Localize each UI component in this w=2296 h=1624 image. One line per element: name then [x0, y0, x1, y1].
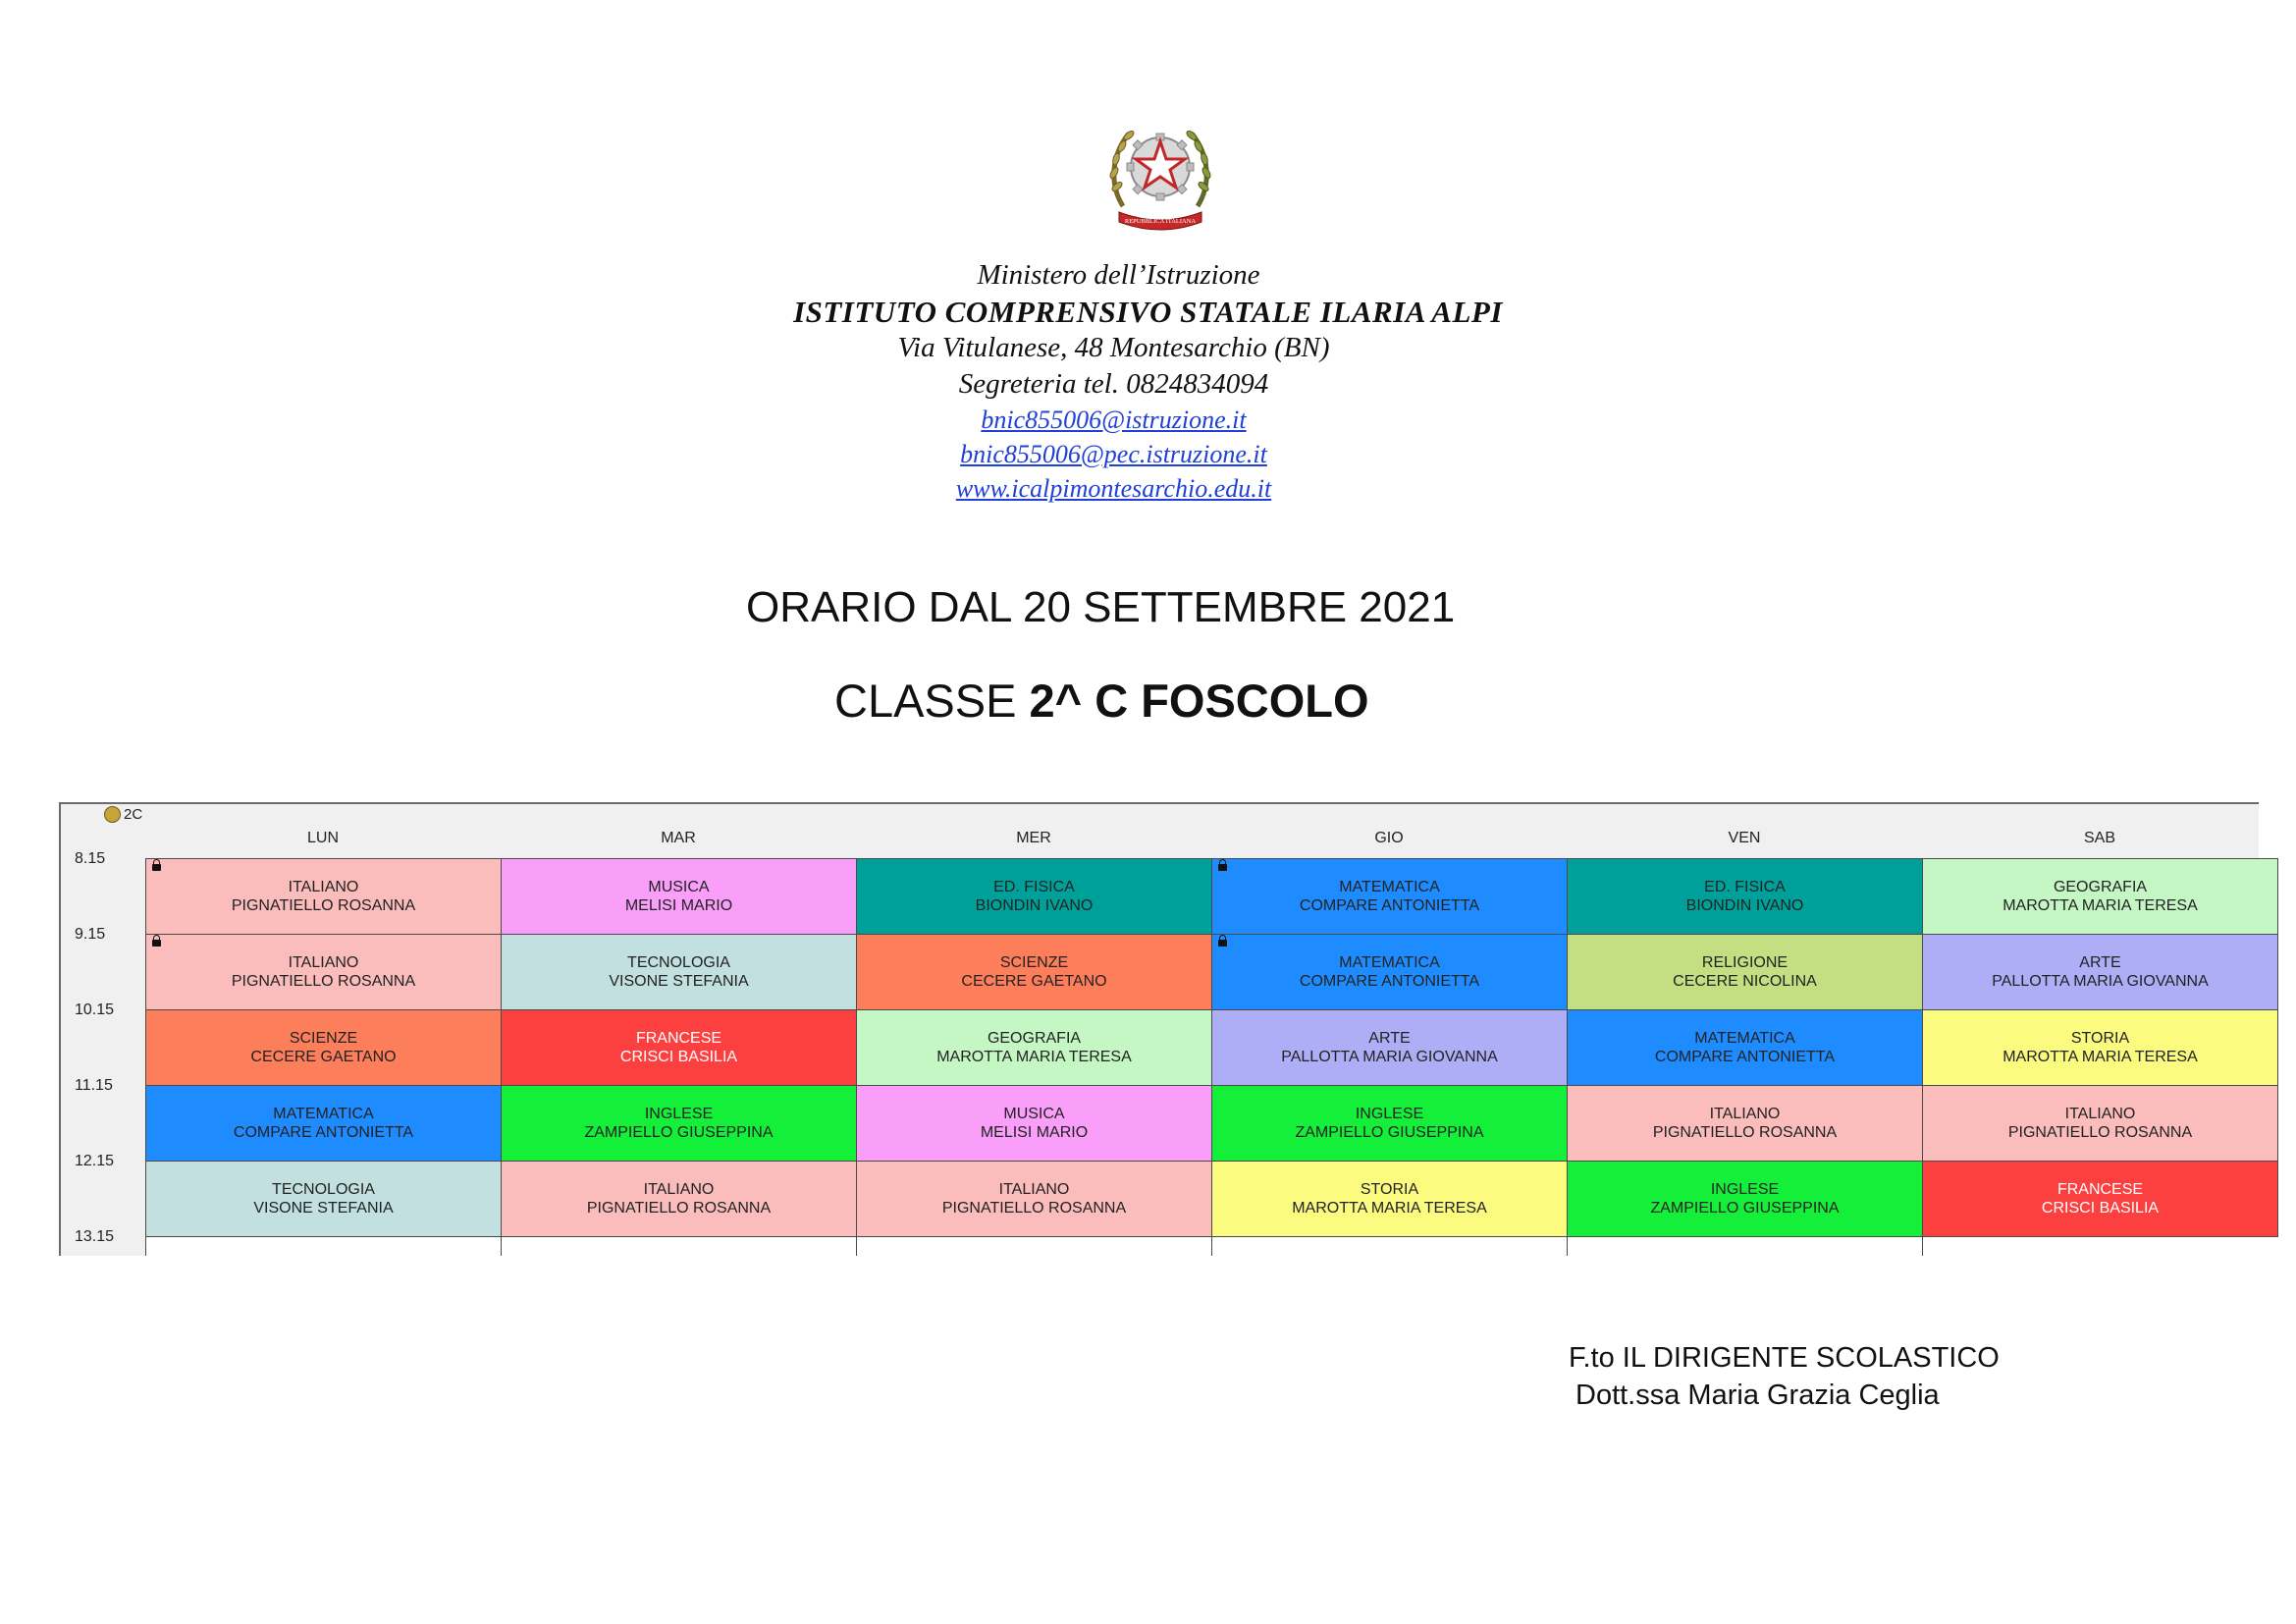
lesson-subject: ITALIANO	[1709, 1106, 1781, 1122]
lock-icon	[152, 864, 161, 871]
lesson-teacher: PIGNATIELLO ROSANNA	[2007, 1124, 2193, 1141]
pec-link[interactable]: bnic855006@pec.istruzione.it	[960, 440, 1267, 468]
lesson-subject: MATEMATICA	[273, 1106, 374, 1122]
lesson-subject: MATEMATICA	[1339, 954, 1440, 971]
schedule-title: ORARIO DAL 20 SETTEMBRE 2021	[746, 583, 1456, 631]
lock-icon	[1218, 940, 1227, 947]
lesson-teacher: PIGNATIELLO ROSANNA	[231, 973, 416, 990]
time-label: 8.15	[75, 850, 106, 867]
lesson-teacher: COMPARE ANTONIETTA	[1299, 897, 1480, 914]
institute-address: Via Vitulanese, 48 Montesarchio (BN)	[897, 332, 1330, 363]
lesson-teacher: CRISCI BASILIA	[2041, 1200, 2160, 1217]
lesson-teacher: VISONE STEFANIA	[253, 1200, 394, 1217]
lesson-cell[interactable]	[856, 1085, 1212, 1162]
lesson-cell[interactable]	[1922, 1161, 2278, 1237]
empty-slot[interactable]	[1211, 1236, 1568, 1256]
lesson-teacher: PIGNATIELLO ROSANNA	[1652, 1124, 1838, 1141]
lesson-subject: INGLESE	[1710, 1181, 1780, 1198]
lesson-subject: GEOGRAFIA	[2053, 879, 2148, 895]
empty-slot[interactable]	[145, 1236, 502, 1256]
lesson-subject: ITALIANO	[998, 1181, 1070, 1198]
lesson-cell[interactable]	[1922, 1009, 2278, 1086]
lock-icon	[152, 940, 161, 947]
lesson-subject: MATEMATICA	[1694, 1030, 1795, 1047]
email-link[interactable]: bnic855006@istruzione.it	[981, 406, 1247, 434]
lesson-cell[interactable]	[856, 1009, 1212, 1086]
lesson-cell[interactable]	[501, 934, 857, 1010]
lesson-cell[interactable]	[1211, 1009, 1568, 1086]
lesson-subject: ARTE	[1368, 1030, 1411, 1047]
lesson-subject: MUSICA	[648, 879, 710, 895]
lesson-subject: ITALIANO	[2064, 1106, 2136, 1122]
lesson-cell[interactable]	[1922, 858, 2278, 935]
lesson-subject: FRANCESE	[635, 1030, 722, 1047]
lesson-cell[interactable]	[1567, 934, 1923, 1010]
class-tag-label: 2C	[124, 806, 143, 823]
lesson-teacher: PIGNATIELLO ROSANNA	[586, 1200, 772, 1217]
lesson-teacher: COMPARE ANTONIETTA	[233, 1124, 414, 1141]
day-header: LUN	[306, 830, 339, 846]
lesson-teacher: PALLOTTA MARIA GIOVANNA	[1281, 1049, 1498, 1065]
lesson-cell[interactable]	[856, 858, 1212, 935]
lesson-subject: STORIA	[1360, 1181, 1419, 1198]
lesson-teacher: BIONDIN IVANO	[1685, 897, 1804, 914]
empty-slot[interactable]	[856, 1236, 1212, 1256]
lesson-cell[interactable]	[501, 1085, 857, 1162]
class-name: 2^ C FOSCOLO	[1029, 675, 1369, 727]
lesson-subject: INGLESE	[644, 1106, 714, 1122]
lesson-cell[interactable]	[501, 1009, 857, 1086]
timetable-grid	[145, 858, 2259, 1256]
signature-title: F.to IL DIRIGENTE SCOLASTICO	[1569, 1342, 2000, 1374]
lesson-cell[interactable]	[1211, 934, 1568, 1010]
lesson-cell[interactable]	[856, 934, 1212, 1010]
lesson-cell[interactable]	[501, 858, 857, 935]
lesson-subject: ED. FISICA	[993, 879, 1075, 895]
lesson-teacher: VISONE STEFANIA	[609, 973, 749, 990]
empty-slot[interactable]	[1567, 1236, 1923, 1256]
lesson-teacher: CECERE GAETANO	[961, 973, 1107, 990]
lesson-cell[interactable]	[1922, 934, 2278, 1010]
lesson-cell[interactable]	[501, 1161, 857, 1237]
lesson-teacher: MELISI MARIO	[980, 1124, 1089, 1141]
lesson-teacher: MAROTTA MARIA TERESA	[1292, 1200, 1487, 1217]
lesson-cell[interactable]	[145, 1161, 502, 1237]
lesson-teacher: MELISI MARIO	[624, 897, 733, 914]
lesson-cell[interactable]	[145, 1009, 502, 1086]
lesson-subject: STORIA	[2070, 1030, 2130, 1047]
lesson-subject: SCIENZE	[289, 1030, 358, 1047]
time-label: 13.15	[75, 1228, 115, 1245]
lesson-cell[interactable]	[1567, 858, 1923, 935]
lesson-cell[interactable]	[1211, 1085, 1568, 1162]
day-header: VEN	[1728, 830, 1761, 846]
lesson-cell[interactable]	[1211, 1161, 1568, 1237]
day-header: MER	[1016, 830, 1051, 846]
lock-icon	[1218, 864, 1227, 871]
lesson-cell[interactable]	[145, 858, 502, 935]
lesson-subject: INGLESE	[1355, 1106, 1424, 1122]
lesson-cell[interactable]	[1567, 1009, 1923, 1086]
lesson-subject: ARTE	[2079, 954, 2121, 971]
class-title	[834, 674, 1369, 728]
lesson-cell[interactable]	[145, 934, 502, 1010]
day-header: GIO	[1374, 830, 1404, 846]
lesson-subject: ITALIANO	[288, 954, 359, 971]
lesson-subject: TECNOLOGIA	[627, 954, 730, 971]
lesson-subject: GEOGRAFIA	[987, 1030, 1082, 1047]
lesson-subject: MATEMATICA	[1339, 879, 1440, 895]
lesson-teacher: MAROTTA MARIA TERESA	[2002, 897, 2198, 914]
signature-name: Dott.ssa Maria Grazia Ceglia	[1575, 1380, 1940, 1411]
time-label: 10.15	[75, 1001, 115, 1018]
letterhead	[0, 257, 2296, 506]
lesson-subject: MUSICA	[1003, 1106, 1065, 1122]
class-icon	[104, 806, 121, 823]
lesson-teacher: CECERE GAETANO	[250, 1049, 397, 1065]
timetable	[59, 802, 2259, 1256]
lesson-teacher: CECERE NICOLINA	[1673, 973, 1817, 990]
lesson-cell[interactable]	[1211, 858, 1568, 935]
emblem-ribbon-label: REPUBBLICA ITALIANA	[1124, 218, 1197, 225]
empty-slot[interactable]	[1922, 1236, 2278, 1256]
ministry-name: Ministero dell’Istruzione	[977, 259, 1260, 291]
lesson-cell[interactable]	[1922, 1085, 2278, 1162]
lesson-cell[interactable]	[856, 1161, 1212, 1237]
lesson-teacher: COMPARE ANTONIETTA	[1654, 1049, 1836, 1065]
lesson-cell[interactable]	[1567, 1161, 1923, 1237]
lesson-subject: ED. FISICA	[1704, 879, 1786, 895]
lesson-teacher: PIGNATIELLO ROSANNA	[231, 897, 416, 914]
time-label: 9.15	[75, 926, 106, 943]
lesson-teacher: ZAMPIELLO GIUSEPPINA	[1295, 1124, 1484, 1141]
empty-slot[interactable]	[501, 1236, 857, 1256]
lesson-subject: ITALIANO	[643, 1181, 715, 1198]
republic-emblem-icon	[1105, 116, 1215, 232]
time-label: 12.15	[75, 1153, 115, 1169]
day-header: SAB	[2083, 830, 2115, 846]
lesson-teacher: MAROTTA MARIA TERESA	[2002, 1049, 2198, 1065]
lesson-subject: ITALIANO	[288, 879, 359, 895]
lesson-subject: TECNOLOGIA	[272, 1181, 375, 1198]
day-header: MAR	[661, 830, 696, 846]
lesson-teacher: ZAMPIELLO GIUSEPPINA	[1650, 1200, 1840, 1217]
lesson-teacher: BIONDIN IVANO	[975, 897, 1094, 914]
lesson-teacher: COMPARE ANTONIETTA	[1299, 973, 1480, 990]
class-title-prefix: CLASSE	[834, 675, 1030, 727]
lesson-teacher: MAROTTA MARIA TERESA	[936, 1049, 1132, 1065]
lesson-teacher: CRISCI BASILIA	[619, 1049, 738, 1065]
lesson-subject: RELIGIONE	[1701, 954, 1789, 971]
lesson-teacher: ZAMPIELLO GIUSEPPINA	[584, 1124, 774, 1141]
institute-name: ISTITUTO COMPRENSIVO STATALE ILARIA ALPI	[793, 295, 1503, 329]
lesson-subject: FRANCESE	[2056, 1181, 2144, 1198]
class-tag	[104, 806, 142, 823]
website-link[interactable]: www.icalpimontesarchio.edu.it	[955, 474, 1272, 503]
lesson-subject: SCIENZE	[999, 954, 1069, 971]
lesson-cell[interactable]	[1567, 1085, 1923, 1162]
lesson-cell[interactable]	[145, 1085, 502, 1162]
time-label: 11.15	[75, 1077, 113, 1094]
lesson-teacher: PALLOTTA MARIA GIOVANNA	[1992, 973, 2209, 990]
institute-phone: Segreteria tel. 0824834094	[958, 368, 1269, 400]
lesson-teacher: PIGNATIELLO ROSANNA	[941, 1200, 1127, 1217]
